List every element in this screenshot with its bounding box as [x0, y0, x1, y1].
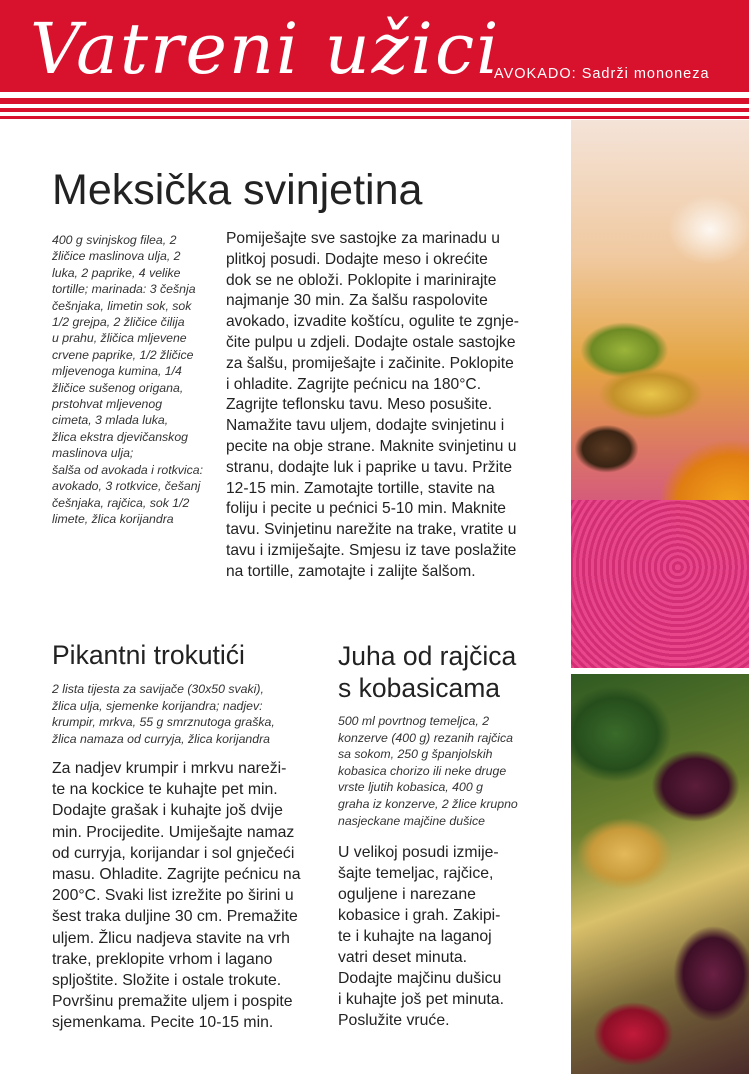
recipe-method: Za nadjev krumpir i mrkvu nareži- te na kockice te kuhajte pet min. Dodajte grašak i kuhajte još dvije min. Procijedite. Umiješajte namaz od curryja, korijandar i sol gnječeći masu. Ohladite. Zagrijte pećnicu na 200°C. Svaki list izrežite po širini u šest traka duljine 30 cm. Premažite uljem. Žlicu nadjeva stavite na vrh trake, preklopite vrhom i lagano spljoštite. Složite i ostale trokute. Površinu premažite uljem i pospite sjemenkama. Pecite 10-15 min. — [52, 760, 301, 1032]
recipe-ingredients: 400 g svinjskog filea, 2 žličice maslinova ulja, 2 luka, 2 paprike, 4 velike tortille; marinada: 3 češnja češnjaka, limetin sok, sok 1/2 grejpa, 2 žličice čilija u prahu, žličica mljevene crvene paprike, 1/2 žličice mljevenoga kumina, 1/4 žličice sušenog origana, prstohvat mljevenog cimeta, 3 mlada luka, žlica ekstra djevičanskog maslinova ulja; šalša od avokada i rotkvica: avokado, 3 rotkvice, češanj češnjaka, rajčica, sok 1/2 limete, žlica korijandra — [52, 233, 204, 526]
recipe-method: Pomiješajte sve sastojke za marinadu u plitkoj posudi. Dodajte meso i okrećite dok se ne obloži. Poklopite i marinirajte najmanje 30 min. Za šalšu raspolovite avokado, izvadite koštícu, ogulite te zgnje- čite pulpu u zdjeli. Dodajte ostale sastojke za šalšu, promiješajte i začinite. Poklopite i ohladite. Zagrijte pećnicu na 180°C. Zagrijte teflonsku tavu. Meso posušite. Namažite tavu uljem, dodajte svinjetinu i pecite na obje strane. Maknite svinjetinu u stranu, dodajte luk i paprike u tavu. Pržite 12-15 min. Zamotajte tortille, stavite na foliju i pecite u pećnici 5-10 min. Maknite tavu. Svinjetinu narežite na trake, vratite u tavu i izmiješajte. Smjesu iz tave poslažite na tortille, zamotajte i zalijte šalšom. — [226, 230, 519, 580]
recipe-title: Juha od rajčica s kobasicama — [338, 641, 517, 703]
food-photo-pork — [571, 120, 749, 668]
recipe-method: U velikoj posudi izmije- šajte temeljac, rajčice, oguljene i narezane kobasice i grah. Zakipi- te i kuhajte na laganoj vatri deset minuta. Dodajte majčinu dušicu i kuhajte još pet minuta. Poslužite vruće. — [338, 844, 504, 1029]
header-stripe — [0, 108, 749, 112]
header-stripe — [0, 116, 749, 119]
recipe-title: Pikantni trokutići — [52, 640, 245, 670]
food-photo-salad — [571, 674, 749, 1074]
recipe-ingredients: 500 ml povrtnog temeljca, 2 konzerve (400 g) rezanih rajčica sa sokom, 250 g španjolskih kobasica chorizo ili neke druge vrste ljutih kobasica, 400 g graha iz konzerve, 2 žlice krupno nasjeckane majčine dušice — [338, 714, 518, 828]
placemat — [571, 500, 749, 668]
header-tagline: AVOKADO: Sadrži mononeza — [494, 66, 710, 82]
recipe-ingredients: 2 lista tijesta za savijače (30x50 svaki), žlica ulja, sjemenke korijandra; nadjev: krumpir, mrkva, 55 g smrznutoga graška, žlica namaza od curryja, žlica korijandra — [52, 682, 275, 746]
header-banner — [0, 0, 749, 92]
header-stripe — [0, 98, 749, 104]
magazine-section-title: Vatreni užici — [30, 8, 501, 90]
recipe-title: Meksička svinjetina — [52, 166, 423, 214]
